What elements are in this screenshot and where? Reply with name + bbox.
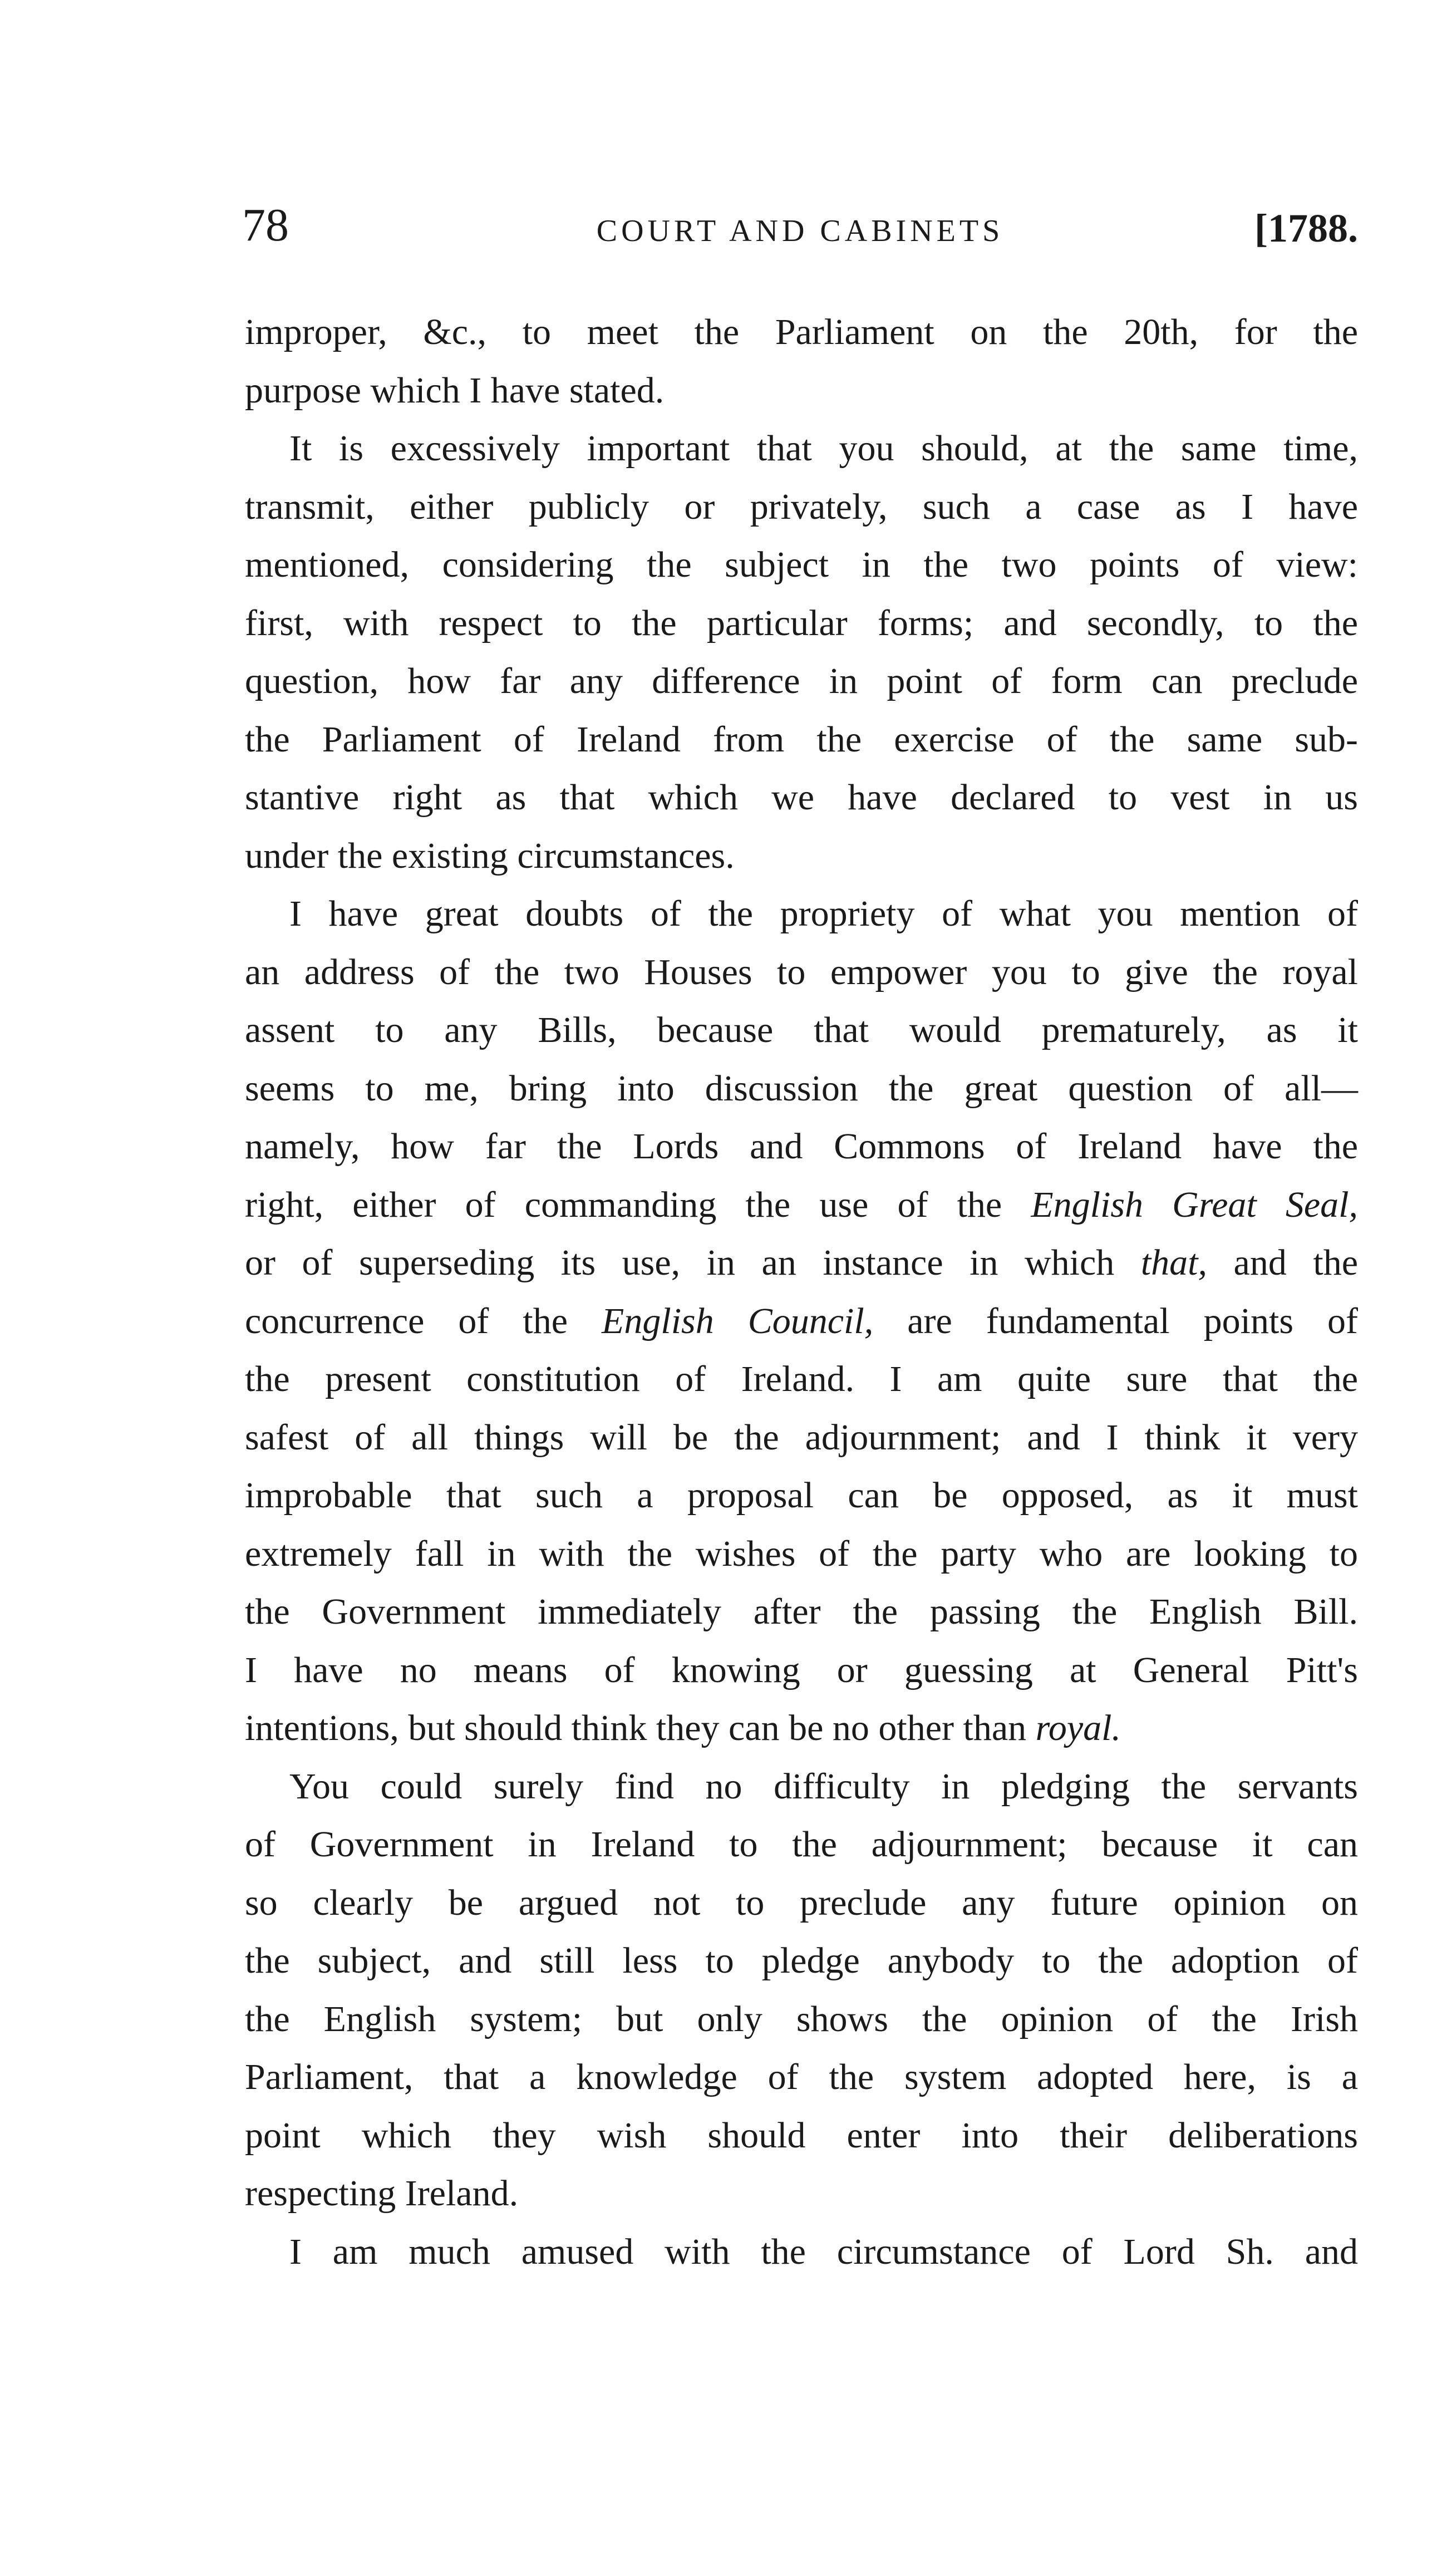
text-line: seems to me, bring into discussion the great question of all—: [245, 1068, 1358, 1109]
text-line: question, how far any difference in point of form can preclude: [245, 661, 1358, 701]
text-line: I am much amused with the circumstance of Lord Sh. and: [289, 2231, 1358, 2272]
text-line: of Government in Ireland to the adjournment; because it can: [245, 1824, 1358, 1865]
text-line: under the existing circumstances.: [245, 835, 735, 876]
text-line: namely, how far the Lords and Commons of Ireland have the: [245, 1126, 1358, 1167]
text-line: the Government immediately after the passing the English Bill.: [245, 1591, 1358, 1632]
text-line: purpose which I have stated.: [245, 370, 665, 411]
header-year: [1788.: [1254, 206, 1358, 250]
text-line: I have no means of knowing or guessing at General Pitt's: [245, 1649, 1358, 1690]
text-line: first, with respect to the particular forms; and secondly, to the: [245, 602, 1358, 643]
text-line: improper, &c., to meet the Parliament on the 20th, for the: [245, 312, 1358, 352]
text-line: right, either of commanding the use of the English Great Seal,: [245, 1184, 1358, 1225]
text-line: stantive right as that which we have declared to vest in us: [245, 777, 1358, 818]
text-line: or of superseding its use, in an instance in which that, and the: [245, 1242, 1358, 1283]
text-line: the Parliament of Ireland from the exercise of the same sub-: [245, 719, 1358, 760]
text-line: point which they wish should enter into their deliberations: [245, 2115, 1358, 2156]
page-number: 78: [242, 199, 289, 251]
text-line: transmit, either publicly or privately, such a case as I have: [245, 486, 1358, 527]
text-line: the English system; but only shows the opinion of the Irish: [245, 1998, 1358, 2039]
text-line: safest of all things will be the adjournment; and I think it very: [245, 1417, 1358, 1458]
text-line: assent to any Bills, because that would prematurely, as it: [245, 1010, 1358, 1050]
text-line: the subject, and still less to pledge anybody to the adoption of: [245, 1940, 1358, 1981]
italic-phrase: English Great Seal,: [1031, 1184, 1358, 1225]
text-line: the present constitution of Ireland. I am quite sure that the: [245, 1359, 1358, 1399]
italic-phrase: royal.: [1035, 1708, 1121, 1748]
text-line: extremely fall in with the wishes of the party who are looking to: [245, 1533, 1358, 1574]
italic-phrase: that,: [1140, 1242, 1208, 1283]
text-line: respecting Ireland.: [245, 2173, 519, 2214]
text-line: You could surely find no difficulty in pledging the servants: [289, 1766, 1358, 1807]
text-line: an address of the two Houses to empower you to give the royal: [245, 951, 1358, 992]
text-line: improbable that such a proposal can be opposed, as it must: [245, 1475, 1358, 1516]
text-line: I have great doubts of the propriety of what you mention of: [289, 893, 1358, 934]
page-header: [242, 198, 1358, 264]
text-line: so clearly be argued not to preclude any future opinion on: [245, 1882, 1358, 1923]
italic-phrase: English Council,: [602, 1300, 874, 1341]
text-line: Parliament, that a knowledge of the system adopted here, is a: [245, 2057, 1358, 2097]
text-line: intentions, but should think they can be no other than royal.: [245, 1708, 1121, 1748]
body-text: [245, 303, 1358, 2281]
text-line: It is excessively important that you should, at the same time,: [289, 428, 1358, 469]
text-line: concurrence of the English Council, are fundamental points of: [245, 1300, 1358, 1341]
text-line: mentioned, considering the subject in the two points of view:: [245, 544, 1358, 585]
running-title: COURT AND CABINETS: [596, 214, 1004, 248]
